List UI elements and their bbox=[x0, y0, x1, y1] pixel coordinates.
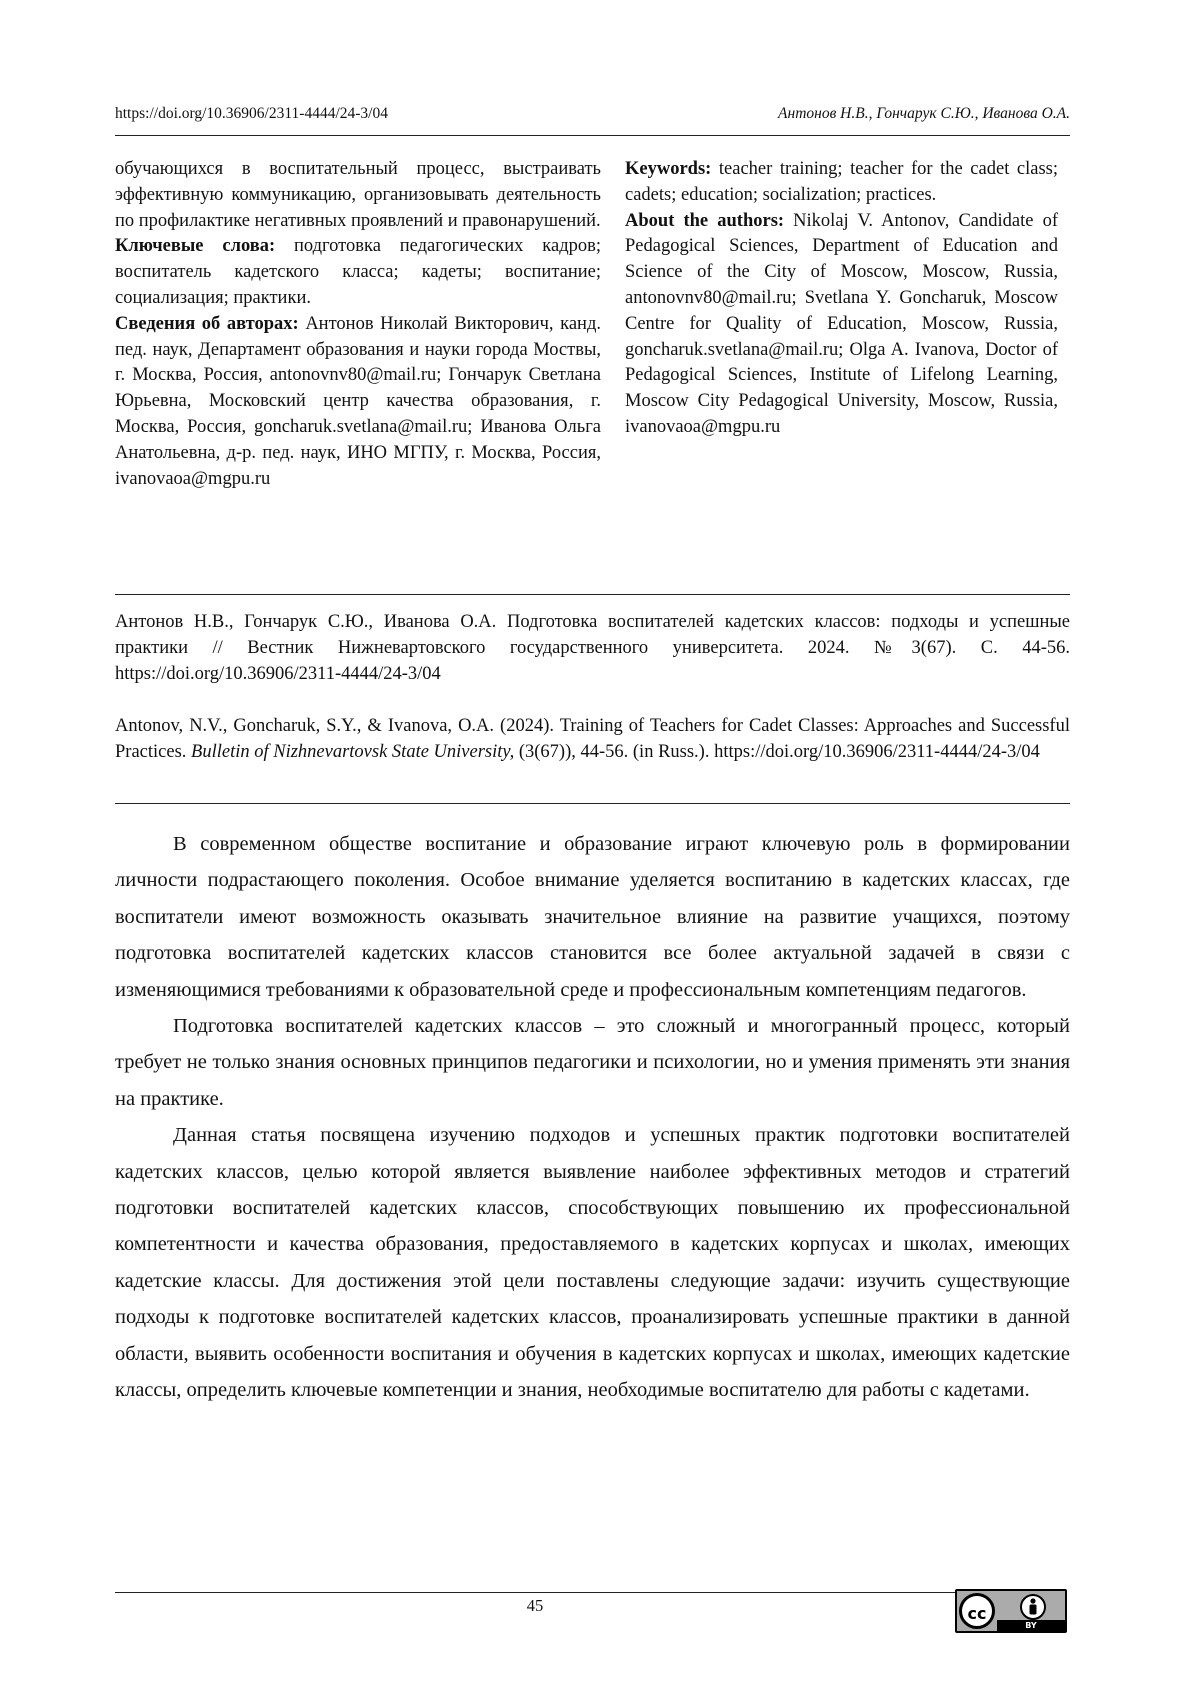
by-label: BY bbox=[1025, 1621, 1037, 1630]
authors-info-ru-label: Сведения об авторах: bbox=[115, 313, 299, 334]
authors-info-en-label: About the authors: bbox=[625, 210, 785, 231]
cc-by-license-badge[interactable] bbox=[955, 1589, 1067, 1633]
keywords-en-label: Keywords: bbox=[625, 159, 712, 179]
divider-top bbox=[115, 594, 1070, 595]
body-paragraph-1: В современном обществе воспитание и образование играют ключевую роль в формировании личности подрастающего поколения. Особое внимание уделяется воспитанию в кадетских классах, где воспитатели имеют возможность оказывать значительное влияние на развитие учащихся, поэтому подготовка воспитателей кадетских классов становится все более актуальной задачей в связи с изменяющимися требованиями к образовательной среде и профессиональным компетенциям педагогов. bbox=[115, 833, 1070, 1001]
citation-en bbox=[115, 714, 1070, 766]
header-authors: Антонов Н.В., Гончарук С.Ю., Иванова О.А. bbox=[778, 105, 1070, 122]
running-header bbox=[115, 103, 1070, 136]
abstract-column-ru bbox=[115, 157, 601, 492]
keywords-ru-text: подготовка педагогических кадров; воспитатель кадетского класса; кадеты; воспитание; социализация; практики. bbox=[115, 236, 601, 308]
authors-info-ru bbox=[115, 312, 601, 493]
divider-bottom bbox=[115, 803, 1070, 804]
citation-en-suffix: (3(67)), 44-56. (in Russ.). https://doi.org/10.36906/2311-4444/24-3/04 bbox=[514, 741, 1040, 762]
citation-en-prefix: Antonov, N.V., Goncharuk, S.Y., & Ivanova, O.A. (2024). Training of Teachers for Cadet Classes: Approaches and Successful Practices. bbox=[115, 716, 1070, 762]
authors-info-en-text: Nikolaj V. Antonov, Candidate of Pedagogical Sciences, Department of Education and Science of the City of Moscow, Moscow, Russia, antonovnv80@mail.ru; Svetlana Y. Goncharuk, Moscow Centre for Quality of Education, Moscow, Russia, goncharuk.svetlana@mail.ru; Olga A. Ivanova, Doctor of Pedagogical Sciences, Institute of Lifelong Learning, Moscow City Pedagogical University, Moscow, Russia, ivanovaoa@mgpu.ru bbox=[625, 210, 1058, 437]
article-body bbox=[115, 826, 1070, 1409]
body-paragraph-3: Данная статья посвящена изучению подходов и успешных практик подготовки воспитателей кадетских классов, целью которой является выявление наиболее эффективных методов и стратегий подготовки воспитателей кадетских классов, способствующих повышению их профессиональной компетентности и качества образования, предоставляемого в кадетских корпусах и школах, имеющих кадетские классы. Для достижения этой цели поставлены следующие задачи: изучить существующие подходы к подготовке воспитателей кадетских классов, проанализировать успешные практики в данной области, выявить особенности воспитания и обучения в кадетских корпусах и школах, имеющих кадетские классы, определить ключевые компетенции и знания, необходимые воспитателю для работы с кадетами. bbox=[115, 1124, 1070, 1402]
authors-info-en bbox=[625, 209, 1058, 441]
abstract-ru-tail: обучающихся в воспитательный процесс, выстраивать эффективную коммуникацию, организовывать деятельность по профилактике негативных проявлений и правонарушений. bbox=[115, 159, 601, 231]
keywords-ru bbox=[115, 234, 601, 311]
keywords-ru-label: Ключевые слова: bbox=[115, 236, 276, 257]
page-number: 45 bbox=[526, 1596, 544, 1615]
body-paragraph-2: Подготовка воспитателей кадетских классов – это сложный и многогранный процесс, который требует не только знания основных принципов педагогики и психологии, но и умения применять эти знания на практике. bbox=[115, 1015, 1070, 1110]
svg-text:cc: cc bbox=[967, 1604, 987, 1623]
abstract-column-en bbox=[625, 157, 1058, 441]
citation-en-journal: Bulletin of Nizhnevartovsk State University, bbox=[191, 741, 515, 762]
footer-divider bbox=[115, 1592, 955, 1593]
keywords-en-text: teacher training; teacher for the cadet class; cadets; education; socialization; practices. bbox=[625, 159, 1058, 205]
keywords-en bbox=[625, 157, 1058, 209]
header-doi[interactable]: https://doi.org/10.36906/2311-4444/24-3/04 bbox=[115, 105, 388, 122]
citation-ru: Антонов Н.В., Гончарук С.Ю., Иванова О.А. Подготовка воспитателей кадетских классов: подходы и успешные практики // Вестник Нижневартовского государственного университета. 2024. №3(67). С. 44-56. https://doi.org/10.36906/2311-4444/24-3/04 bbox=[115, 612, 1070, 684]
authors-info-ru-text: Антонов Николай Викторович, канд. пед. наук, Департамент образования и науки города Моствы, г. Москва, Россия, antonovnv80@mail.ru; Гончарук Светлана Юрьевна, Московский центр качества образования, г. Москва, Россия, goncharuk.svetlana@mail.ru; Иванова Ольга Анатольевна, д-р. пед. наук, ИНО МГПУ, г. Москва, Россия, ivanovaoa@mgpu.ru bbox=[115, 313, 601, 489]
